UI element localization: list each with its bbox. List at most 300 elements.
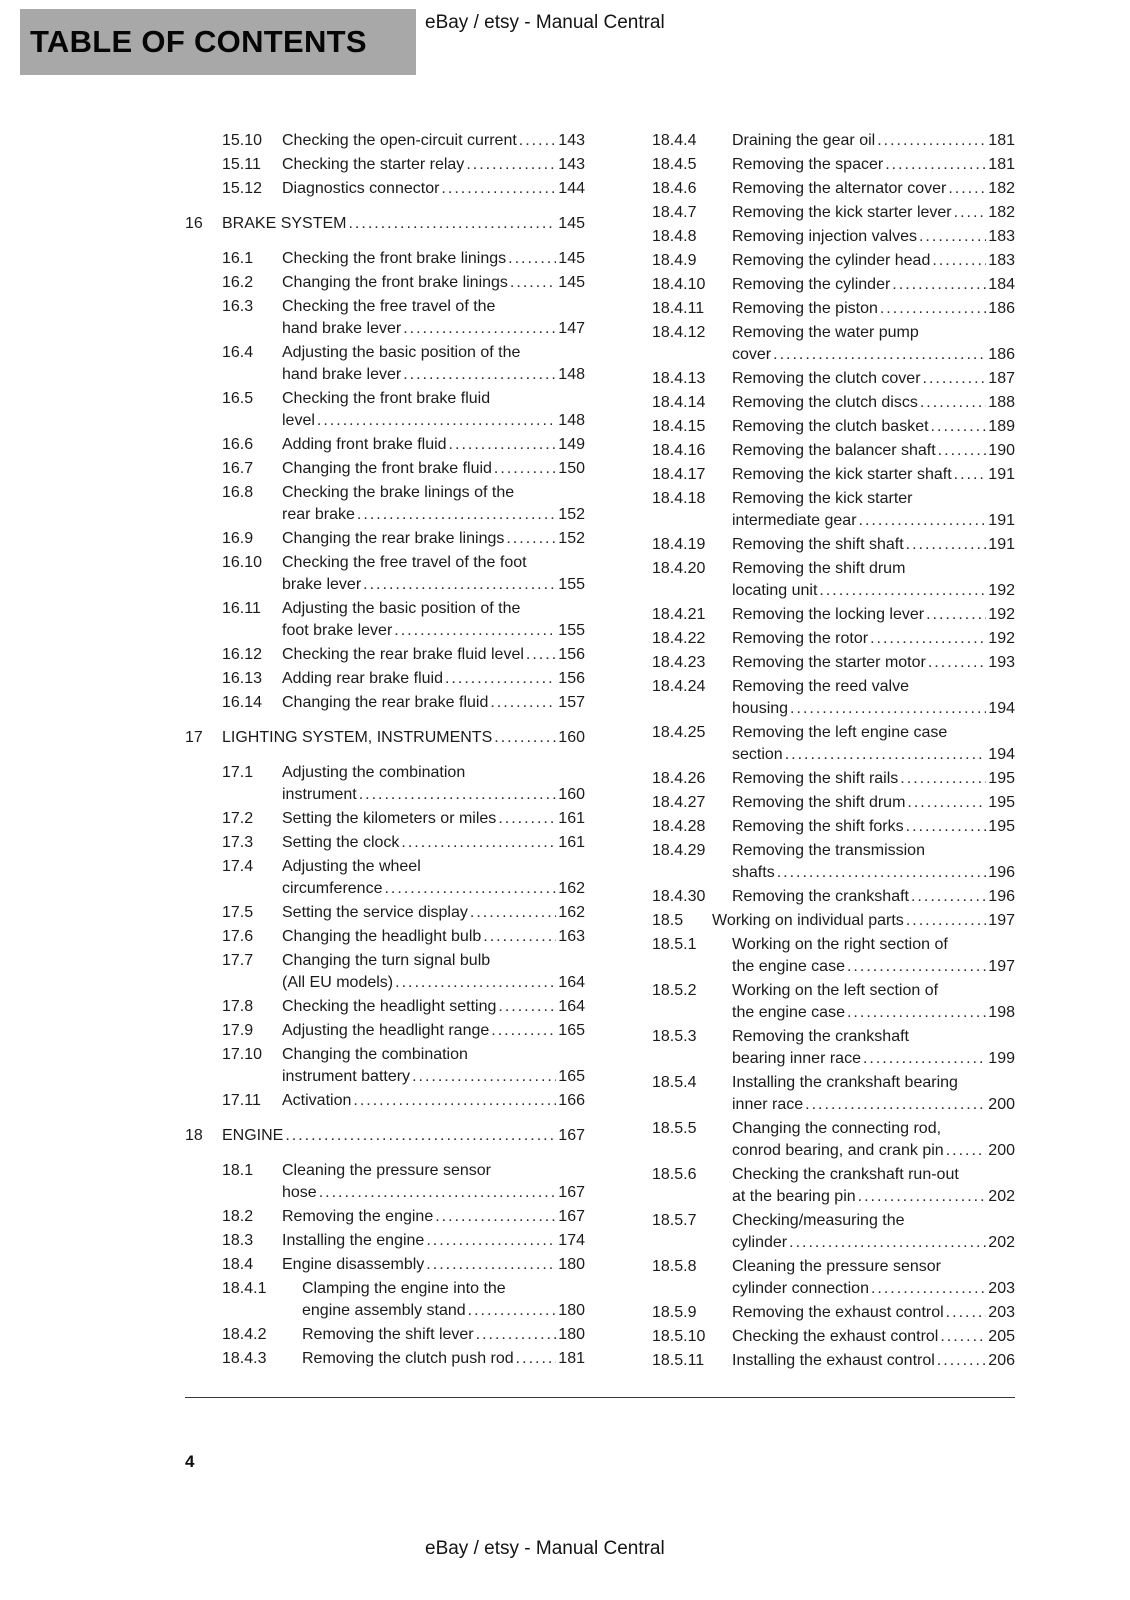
toc-entry-title — [282, 762, 585, 806]
dot-leader — [506, 248, 556, 270]
toc-entry-last-line — [222, 727, 585, 749]
toc-entry-title-line: locating unit — [732, 582, 818, 599]
toc-entry-title — [732, 298, 1015, 320]
toc-entry-title — [732, 534, 1015, 556]
toc-entry-page: 144 — [558, 180, 585, 197]
toc-entry-number: 16.12 — [222, 646, 263, 663]
toc-entry-title-line: Removing the shift drum — [732, 794, 906, 811]
header-site-label: eBay / etsy - Manual Central — [425, 12, 665, 33]
toc-entry-title — [282, 598, 585, 642]
toc-entry-title-line: Engine disassembly — [282, 1256, 425, 1273]
toc-entry-last-line — [732, 178, 1015, 200]
toc-entry-number: 18.5.8 — [652, 1258, 697, 1275]
toc-entry — [222, 1020, 585, 1042]
toc-entry-page: 192 — [988, 630, 1015, 647]
toc-entry-title-line: at the bearing pin — [732, 1188, 856, 1205]
dot-leader — [517, 130, 557, 152]
toc-entry-title — [282, 528, 585, 550]
toc-entry-number: 18.5.9 — [652, 1304, 697, 1321]
toc-entry — [222, 762, 585, 806]
toc-entry-title-line: Removing the cylinder — [732, 276, 891, 293]
toc-entry-title-line: Checking the free travel of the — [282, 298, 496, 315]
toc-entry-title — [732, 368, 1015, 390]
toc-entry — [222, 482, 585, 526]
toc-entry-title — [282, 1206, 585, 1228]
dot-leader — [489, 1020, 556, 1042]
toc-entry-number: 18.4.11 — [652, 300, 705, 317]
toc-entry-last-line — [732, 768, 1015, 790]
toc-entry-page: 150 — [558, 460, 585, 477]
toc-entry-number: 18.2 — [222, 1208, 254, 1225]
toc-entry-number: 16.10 — [222, 554, 263, 571]
toc-entry-title — [282, 178, 585, 200]
toc-entry-number: 18.5.5 — [652, 1120, 697, 1137]
toc-entry-title — [732, 178, 1015, 200]
toc-entry-title-line: inner race — [732, 1096, 804, 1113]
toc-entry-title — [302, 1278, 585, 1322]
toc-entry-last-line — [732, 1278, 1015, 1300]
toc-entry — [652, 722, 1015, 766]
toc-entry-last-line — [732, 368, 1015, 390]
toc-entry — [222, 528, 585, 550]
toc-entry-title — [282, 1254, 585, 1276]
toc-entry-title — [222, 727, 585, 749]
toc-entry-title-line: Installing the engine — [282, 1232, 425, 1249]
dot-leader — [926, 652, 986, 674]
toc-entry-number: 17.4 — [222, 858, 254, 875]
toc-entry-number: 18.4.30 — [652, 888, 706, 905]
toc-entry-last-line — [732, 416, 1015, 438]
toc-entry-title — [282, 1090, 585, 1112]
toc-entry-title-line: engine assembly stand — [302, 1302, 466, 1319]
toc-entry-title-line: LIGHTING SYSTEM, INSTRUMENTS — [222, 729, 493, 746]
toc-entry-title-line: Changing the connecting rod, — [732, 1120, 942, 1137]
toc-entry-title — [732, 322, 1015, 366]
toc-entry — [222, 926, 585, 948]
toc-entry-last-line — [302, 1300, 585, 1322]
toc-entry-title-line: the engine case — [732, 1004, 845, 1021]
toc-entry-number: 18.4.6 — [652, 180, 697, 197]
toc-entry-page: 206 — [988, 1352, 1015, 1369]
toc-entry-last-line — [282, 130, 585, 152]
toc-entry-title-line: instrument — [282, 786, 357, 803]
toc-entry-number: 18.4.9 — [652, 252, 697, 269]
toc-entry-title — [282, 1020, 585, 1042]
toc-entry-title-line: the engine case — [732, 958, 845, 975]
dot-leader — [775, 862, 987, 884]
toc-entry-title-line: housing — [732, 700, 789, 717]
dot-leader — [905, 792, 986, 814]
toc-entry-number: 16.8 — [222, 484, 254, 501]
toc-entry-page: 182 — [988, 204, 1015, 221]
toc-entry — [222, 1044, 585, 1088]
toc-entry-page: 202 — [988, 1234, 1015, 1251]
toc-entry-last-line — [732, 862, 1015, 884]
toc-entry-title — [282, 388, 585, 432]
toc-entry-title — [732, 1210, 1015, 1254]
toc-entry-page: 152 — [558, 530, 585, 547]
toc-entry-number: 18.4.23 — [652, 654, 706, 671]
toc-entry-title-line: Removing the reed valve — [732, 678, 909, 695]
toc-entry-title — [732, 1256, 1015, 1300]
toc-entry-title — [732, 1326, 1015, 1348]
toc-entry-title-line: Removing the locking lever — [732, 606, 925, 623]
toc-entry-title — [282, 130, 585, 152]
toc-entry-last-line — [282, 878, 585, 900]
toc-entry-title-line: intermediate gear — [732, 512, 857, 529]
dot-leader — [317, 1182, 557, 1204]
toc-entry-last-line — [282, 1230, 585, 1252]
toc-entry-page: 194 — [988, 700, 1015, 717]
toc-entry — [652, 676, 1015, 720]
toc-entry-page: 164 — [558, 998, 585, 1015]
toc-entry-page: 162 — [558, 904, 585, 921]
toc-entry — [652, 1164, 1015, 1208]
toc-column-right — [652, 130, 1015, 1374]
toc-entry-last-line — [282, 644, 585, 666]
toc-entry-title — [282, 950, 585, 994]
toc-entry-page: 195 — [988, 818, 1015, 835]
toc-entry-title-line: Removing the spacer — [732, 156, 884, 173]
dot-leader — [357, 784, 557, 806]
toc-entry-title — [732, 886, 1015, 908]
toc-entry — [222, 1254, 585, 1276]
toc-entry-number: 16.9 — [222, 530, 254, 547]
toc-entry-title — [732, 768, 1015, 790]
dot-leader — [283, 1125, 556, 1147]
toc-entry-last-line — [282, 692, 585, 714]
toc-entry-title — [732, 250, 1015, 272]
toc-entry-last-line — [732, 604, 1015, 626]
dot-leader — [890, 274, 986, 296]
toc-entry-page: 164 — [558, 974, 585, 991]
toc-entry-number: 18.4.18 — [652, 490, 706, 507]
dot-leader — [443, 668, 556, 690]
toc-entry-title-line: Adjusting the headlight range — [282, 1022, 490, 1039]
toc-entry-page: 180 — [558, 1326, 585, 1343]
toc-entry-title-line: cylinder connection — [732, 1280, 869, 1297]
dot-leader — [845, 1002, 986, 1024]
toc-entry-title-line: Installing the crankshaft bearing — [732, 1074, 958, 1091]
toc-entry-last-line — [732, 652, 1015, 674]
toc-entry-last-line — [732, 816, 1015, 838]
toc-entry-title — [732, 628, 1015, 650]
toc-entry-title — [282, 902, 585, 924]
toc-entry-last-line — [282, 1182, 585, 1204]
toc-entry-page: 183 — [988, 228, 1015, 245]
toc-entry — [222, 1160, 585, 1204]
toc-entry-last-line — [282, 504, 585, 526]
toc-entry-page: 165 — [558, 1068, 585, 1085]
toc-entry-page: 180 — [558, 1302, 585, 1319]
dot-leader — [952, 202, 987, 224]
toc-entry-title — [732, 440, 1015, 462]
toc-entry — [222, 1090, 585, 1112]
toc-entry-page: 155 — [558, 576, 585, 593]
toc-entry-number: 18.5.2 — [652, 982, 697, 999]
dot-leader — [410, 1066, 556, 1088]
toc-entry-title-line: section — [732, 746, 783, 763]
dot-leader — [514, 1348, 557, 1370]
toc-entry-number: 18.5.1 — [652, 936, 697, 953]
toc-entry-page: 199 — [988, 1050, 1015, 1067]
toc-entry-last-line — [282, 178, 585, 200]
toc-entry-page: 193 — [988, 654, 1015, 671]
toc-entry-page: 203 — [988, 1304, 1015, 1321]
toc-entry-title-line: Removing the crankshaft — [732, 1028, 909, 1045]
toc-entry-last-line — [712, 910, 1015, 932]
toc-entry-title-line: hand brake lever — [282, 366, 402, 383]
toc-entry — [185, 1125, 585, 1147]
toc-entry-number: 16.3 — [222, 298, 254, 315]
toc-entry-page: 156 — [558, 670, 585, 687]
toc-entry-page: 192 — [988, 582, 1015, 599]
toc-entry-number: 18.4.12 — [652, 324, 706, 341]
toc-entry-title-line: Removing the piston — [732, 300, 878, 317]
toc-entry-title-line: Changing the turn signal bulb — [282, 952, 491, 969]
toc-entry-page: 203 — [988, 1280, 1015, 1297]
toc-entry-title-line: Setting the kilometers or miles — [282, 810, 497, 827]
dot-leader — [496, 996, 556, 1018]
toc-entry — [652, 558, 1015, 602]
toc-entry-page: 191 — [988, 466, 1015, 483]
toc-entry-number: 18.4.16 — [652, 442, 706, 459]
dot-leader — [481, 926, 556, 948]
toc-entry-title-line: BRAKE SYSTEM — [222, 215, 347, 232]
dot-leader — [496, 808, 556, 830]
toc-entry — [222, 1230, 585, 1252]
toc-entry — [652, 440, 1015, 462]
dot-leader — [845, 956, 986, 978]
toc-entry-title-line: Checking/measuring the — [732, 1212, 905, 1229]
toc-entry-title-line: shafts — [732, 864, 775, 881]
toc-entry-last-line — [282, 902, 585, 924]
toc-entry-number: 18.4.22 — [652, 630, 706, 647]
toc-entry-number: 18.4.24 — [652, 678, 706, 695]
toc-entry-title — [282, 1044, 585, 1088]
toc-entry-title-line: rear brake — [282, 506, 355, 523]
dot-leader — [869, 1278, 986, 1300]
toc-entry — [652, 652, 1015, 674]
toc-entry-page: 167 — [558, 1208, 585, 1225]
toc-entry-page: 163 — [558, 928, 585, 945]
toc-entry-last-line — [222, 213, 585, 235]
toc-entry — [222, 154, 585, 176]
dot-leader — [857, 510, 987, 532]
toc-entry-page: 152 — [558, 506, 585, 523]
toc-entry — [222, 178, 585, 200]
toc-entry — [222, 458, 585, 480]
toc-entry-last-line — [732, 298, 1015, 320]
toc-entry-title — [282, 458, 585, 480]
toc-entry-title — [732, 722, 1015, 766]
toc-entry — [185, 727, 585, 749]
toc-entry-page: 155 — [558, 622, 585, 639]
toc-entry-title-line: Removing the clutch push rod — [302, 1350, 514, 1367]
toc-entry-last-line — [282, 620, 585, 642]
dot-leader — [464, 154, 556, 176]
dot-leader — [917, 226, 986, 248]
toc-entry-title-line: hand brake lever — [282, 320, 402, 337]
toc-entry-title-line: Removing the alternator cover — [732, 180, 947, 197]
toc-entry-last-line — [732, 1350, 1015, 1372]
toc-entry-title-line: cylinder — [732, 1234, 788, 1251]
toc-entry-page: 149 — [558, 436, 585, 453]
toc-entry-page: 143 — [558, 156, 585, 173]
toc-entry-title — [282, 1160, 585, 1204]
toc-entry-title — [732, 226, 1015, 248]
toc-entry-number: 17 — [185, 729, 203, 746]
toc-entry-last-line — [732, 154, 1015, 176]
toc-entry-page: 181 — [988, 156, 1015, 173]
toc-entry-last-line — [732, 1048, 1015, 1070]
toc-entry-title-line: Clamping the engine into the — [302, 1280, 506, 1297]
toc-entry-title — [732, 558, 1015, 602]
toc-entry — [222, 668, 585, 690]
toc-entry-title-line: Changing the combination — [282, 1046, 468, 1063]
dot-leader — [868, 628, 986, 650]
dot-leader — [439, 178, 556, 200]
toc-entry-page: 145 — [558, 215, 585, 232]
toc-entry-title-line: Draining the gear oil — [732, 132, 876, 149]
toc-entry-title-line: Changing the headlight bulb — [282, 928, 482, 945]
toc-entry — [222, 996, 585, 1018]
toc-entry-page: 197 — [988, 912, 1015, 929]
toc-entry-title — [732, 604, 1015, 626]
toc-entry-title-line: Removing injection valves — [732, 228, 917, 245]
toc-entry — [652, 1210, 1015, 1254]
toc-entry-page: 147 — [558, 320, 585, 337]
toc-entry-title-line: level — [282, 412, 315, 429]
toc-entry-last-line — [282, 1206, 585, 1228]
toc-entry-title-line: ENGINE — [222, 1127, 284, 1144]
toc-entry-page: 184 — [988, 276, 1015, 293]
toc-entry-page: 166 — [558, 1092, 585, 1109]
toc-entry-number: 18.5 — [652, 912, 684, 929]
toc-column-left — [185, 130, 585, 1372]
toc-entry — [222, 598, 585, 642]
toc-entry — [652, 130, 1015, 152]
toc-entry-page: 148 — [558, 366, 585, 383]
toc-entry-page: 183 — [988, 252, 1015, 269]
toc-entry-number: 18.4.28 — [652, 818, 706, 835]
toc-entry-page: 190 — [988, 442, 1015, 459]
toc-entry-page: 160 — [558, 786, 585, 803]
toc-entry-number: 18.4.29 — [652, 842, 706, 859]
dot-leader — [878, 298, 986, 320]
toc-entry-last-line — [732, 510, 1015, 532]
toc-entry-title — [732, 676, 1015, 720]
toc-entry-title-line: Checking the brake linings of the — [282, 484, 515, 501]
toc-entry — [652, 628, 1015, 650]
toc-entry-number: 18.4.20 — [652, 560, 706, 577]
toc-entry-number: 16.1 — [222, 250, 254, 267]
dot-leader — [492, 727, 556, 749]
toc-entry-page: 145 — [558, 250, 585, 267]
toc-entry-page: 161 — [558, 810, 585, 827]
toc-entry-title-line: Checking the free travel of the foot — [282, 554, 527, 571]
toc-entry-last-line — [732, 274, 1015, 296]
dot-leader — [401, 364, 556, 386]
toc-entry-last-line — [282, 272, 585, 294]
toc-entry — [222, 1324, 585, 1346]
toc-entry-last-line — [302, 1348, 585, 1370]
toc-entry-last-line — [732, 580, 1015, 602]
toc-entry-title-line: Diagnostics connector — [282, 180, 440, 197]
dot-leader — [936, 440, 987, 462]
toc-entry-last-line — [282, 832, 585, 854]
toc-entry-title-line: Changing the rear brake linings — [282, 530, 505, 547]
toc-entry — [222, 248, 585, 270]
dot-leader — [898, 768, 986, 790]
dot-leader — [315, 410, 556, 432]
toc-entry-page: 188 — [988, 394, 1015, 411]
page-title: TABLE OF CONTENTS — [20, 9, 416, 75]
toc-entry-page: 156 — [558, 646, 585, 663]
toc-entry-number: 18.4.13 — [652, 370, 706, 387]
dot-leader — [401, 318, 556, 340]
toc-entry-title — [282, 856, 585, 900]
toc-entry-number: 18.4.5 — [652, 156, 697, 173]
toc-entry-title — [732, 202, 1015, 224]
dot-leader — [447, 434, 557, 456]
toc-entry-page: 167 — [558, 1127, 585, 1144]
toc-entry — [652, 1026, 1015, 1070]
toc-entry-last-line — [282, 996, 585, 1018]
toc-entry-page: 191 — [988, 512, 1015, 529]
toc-entry-title-line: cover — [732, 346, 772, 363]
dot-leader — [904, 816, 987, 838]
toc-entry-title — [732, 792, 1015, 814]
toc-entry-title-line: Adding front brake fluid — [282, 436, 447, 453]
page-number: 4 — [185, 1452, 195, 1471]
toc-entry-page: 205 — [988, 1328, 1015, 1345]
toc-entry-title — [732, 816, 1015, 838]
toc-entry — [652, 202, 1015, 224]
toc-entry-title-line: Checking the front brake linings — [282, 250, 507, 267]
toc-entry — [652, 392, 1015, 414]
toc-entry — [652, 1302, 1015, 1324]
toc-entry-page: 180 — [558, 1256, 585, 1273]
toc-entry-title-line: Installing the exhaust control — [732, 1352, 935, 1369]
dot-leader — [771, 344, 986, 366]
dot-leader — [856, 1186, 987, 1208]
toc-entry-title-line: Adjusting the combination — [282, 764, 466, 781]
toc-entry — [652, 250, 1015, 272]
toc-entry-title-line: Working on the left section of — [732, 982, 939, 999]
toc-entry-last-line — [222, 1125, 585, 1147]
toc-entry-number: 18.4.19 — [652, 536, 706, 553]
toc-entry — [652, 154, 1015, 176]
toc-entry-title-line: Adjusting the basic position of the — [282, 344, 521, 361]
toc-entry-number: 18.5.6 — [652, 1166, 697, 1183]
dot-leader — [918, 392, 986, 414]
toc-entry-title — [732, 1350, 1015, 1372]
toc-entry-number: 18.5.10 — [652, 1328, 706, 1345]
toc-entry-number: 18.4.25 — [652, 724, 706, 741]
toc-entry-last-line — [732, 1186, 1015, 1208]
toc-entry — [222, 1278, 585, 1322]
toc-entry-last-line — [282, 364, 585, 386]
toc-entry-page: 200 — [988, 1096, 1015, 1113]
toc-entry-title — [732, 154, 1015, 176]
dot-leader — [909, 886, 986, 908]
toc-entry — [222, 644, 585, 666]
toc-entry-number: 16.13 — [222, 670, 263, 687]
dot-leader — [787, 1232, 986, 1254]
toc-entry-title-line: Removing the shift rails — [732, 770, 899, 787]
toc-entry-last-line — [732, 130, 1015, 152]
